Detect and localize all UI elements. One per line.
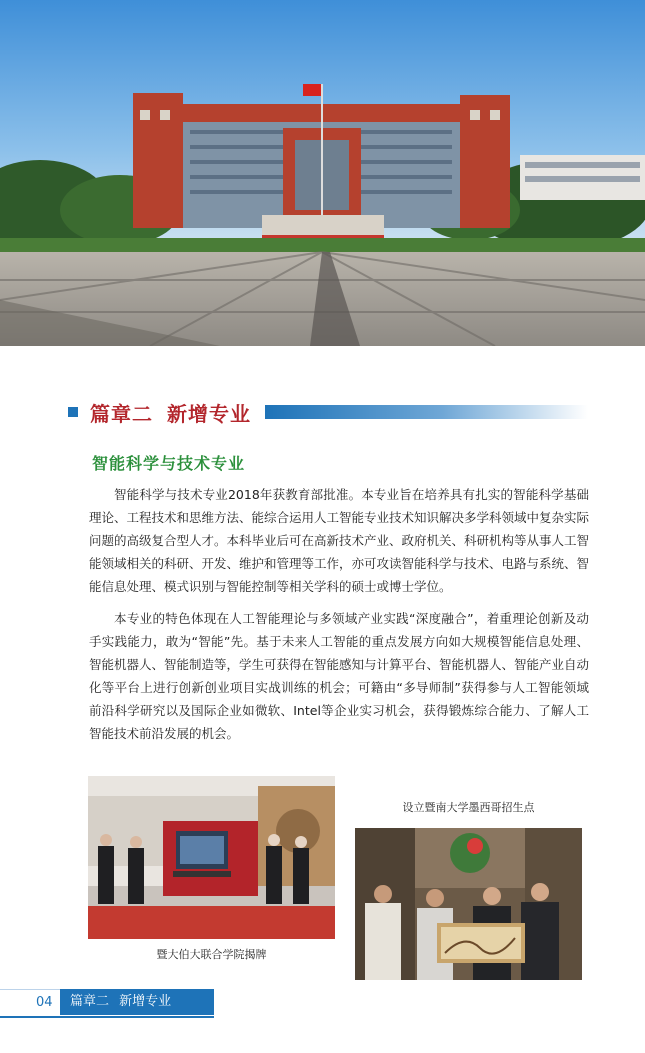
chapter-header (68, 398, 588, 426)
hero-campus-photo (0, 0, 645, 346)
chapter-title: 篇章二 新增专业 (90, 401, 251, 426)
footer-chapter-label: 篇章二 新增专业 (60, 989, 214, 1015)
unveiling-ceremony-photo (88, 776, 335, 939)
footer-rule (0, 1016, 214, 1018)
left-photo-caption: 暨大伯大联合学院揭牌 (156, 948, 267, 961)
right-photo-caption: 设立暨南大学墨西哥招生点 (402, 801, 535, 814)
page-footer (0, 989, 214, 1015)
body-paragraph: 智能科学与技术专业2018年获教育部批准。本专业旨在培养具有扎实的智能科学基础理论、工程技术和思维方法、能综合运用人工智能专业技术知识解决多学科领域中复杂实际问题的高级复合型人才。本科毕业后可在高新技术产业、政府机关、科研机构等从事人工智能领域相关的科研、开发、维护和管理等工作，亦可攻读智能科学与技术、电路与系统、智能信息处理、模式识别与智能控制等相关学科的硕士或博士学位。 (89, 487, 590, 594)
body-paragraph: 本专业的特色体现在人工智能理论与多领域产业实践“深度融合”，着重理论创新及动手实践能力，敢为“智能”先。基于未来人工智能的重点发展方向如大规模智能信息处理、智能机器人、智能制造等，学生可获得在智能感知与计算平台、智能机器人、智能产业自动化等平台上进行创新创业项目实战训练的机会；可籍由“多导师制”获得参与人工智能领域前沿科学研究以及国际企业如微软、Intel等企业实习机会，获得锻炼综合能力、了解人工智能技术前沿发展的机会。 (89, 611, 590, 741)
section-title: 智能科学与技术专业 (92, 454, 246, 473)
page-number: 04 (0, 989, 60, 1015)
chapter-gradient-bar (265, 405, 588, 419)
chapter-bullet-square (68, 407, 78, 417)
mexico-recruitment-photo (355, 828, 582, 980)
